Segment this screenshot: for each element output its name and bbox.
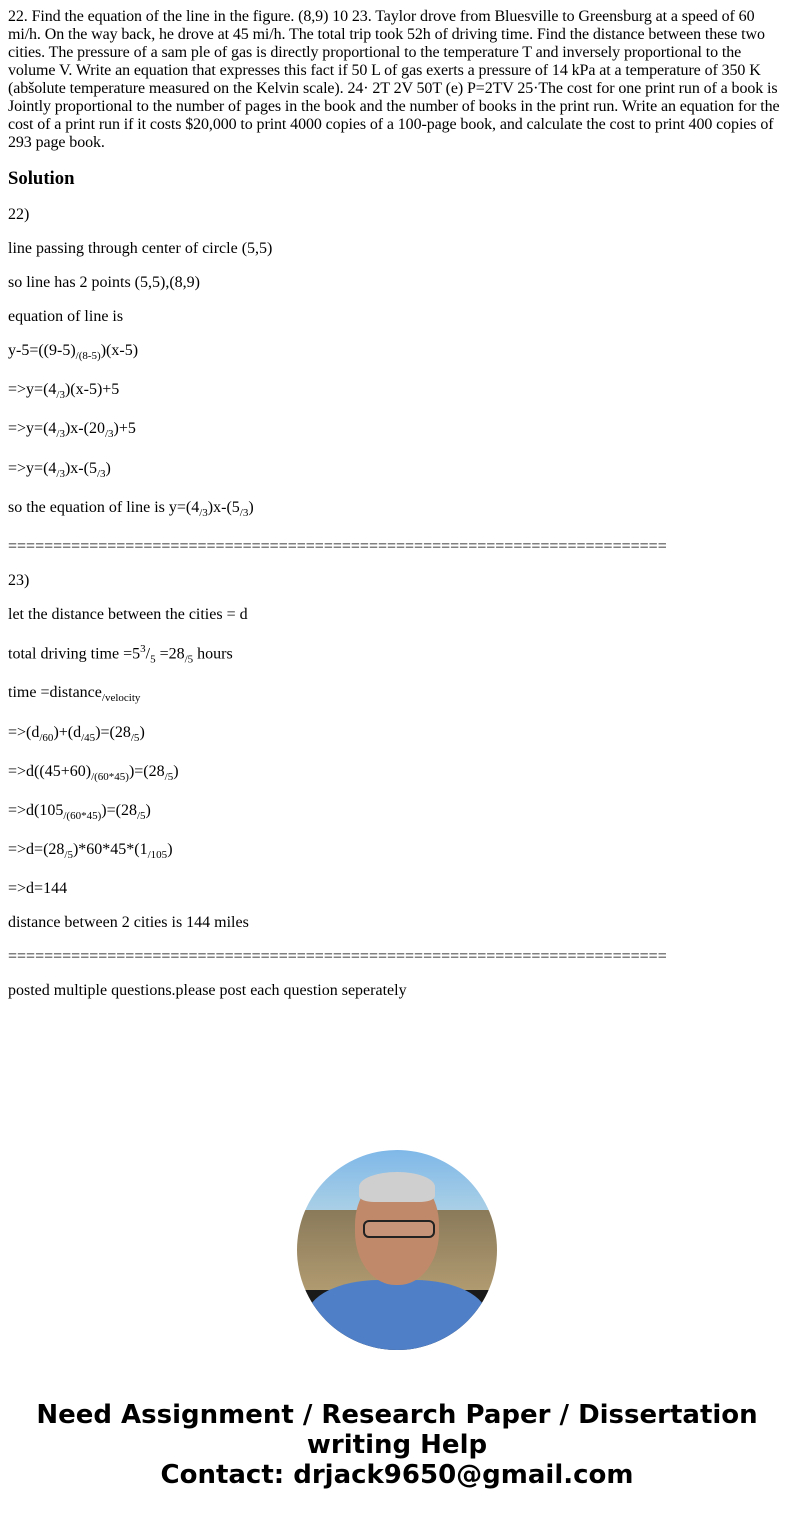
- question-text: 22. Find the equation of the line in the figure. (8,9) 10 23. Taylor drove from Bluesville to Greensburg at a speed of 60 mi/h. On the way back, he drove at 45 mi/h. The total trip took 52h of driving time. Find the distance between these two cities. The pressure of a sam ple of gas is directly proportional to the temperature T and inversely proportional to the volume V. Write an equation that expresses this fact if 50 L of gas exerts a pressure of 14 kPa at a temperature of 350 K (abšolute temperature measured on the Kelvin scale). 24· 2T 2V 50T (e) P=2TV 25·The cost for one print run of a book is Jointly proportional to the number of pages in the book and the number of books in the print run. Write an equation for the cost of a print run if it costs $20,000 to print 4000 copies of a 100-page book, and calculate the cost to print 400 copies of 293 page book.: [8, 8, 780, 151]
- solution-segment: /3: [199, 506, 208, 519]
- solution-line: [8, 274, 786, 292]
- solution-line: [8, 606, 786, 624]
- solution-segment: y-5=((9-5): [8, 342, 76, 359]
- solution-line: [8, 640, 786, 669]
- solution-segment: =28: [155, 645, 185, 663]
- solution-segment: )x-(20: [64, 420, 105, 438]
- avatar-container: [8, 1150, 786, 1350]
- solution-line: [8, 308, 786, 326]
- solution-body: [8, 206, 786, 1000]
- solution-line: [8, 420, 786, 443]
- solution-segment: /(8-5): [75, 350, 101, 363]
- solution-line: [8, 460, 786, 483]
- solution-segment: ): [105, 459, 111, 477]
- solution-segment: )*60*45*(1: [72, 841, 148, 859]
- solution-segment: =>d=144: [8, 880, 68, 898]
- solution-line: [8, 948, 786, 966]
- solution-segment: so line has 2 points (5,5),(8,9): [8, 274, 200, 291]
- solution-segment: 5: [150, 653, 156, 666]
- solution-line: [8, 982, 786, 1000]
- solution-segment: ): [139, 723, 145, 741]
- solution-segment: /: [145, 645, 151, 663]
- solution-segment: total driving time =5: [8, 645, 141, 663]
- solution-line: [8, 572, 786, 590]
- solution-segment: )x-(5: [207, 498, 240, 516]
- solution-segment: 3: [140, 642, 146, 655]
- solution-line: [8, 914, 786, 932]
- footer-help-text: Need Assignment / Research Paper / Dissertation writing Help: [36, 1400, 758, 1461]
- solution-segment: distance between 2 cities is 144 miles: [8, 914, 249, 932]
- solution-segment: /(60*45): [91, 771, 129, 784]
- solution-segment: ): [145, 802, 151, 820]
- solution-segment: =>d=(28: [8, 841, 65, 859]
- solution-segment: /5: [130, 731, 140, 744]
- solution-line: [8, 342, 786, 365]
- solution-segment: /3: [56, 467, 65, 480]
- solution-segment: =>y=(4: [8, 420, 57, 438]
- solution-segment: /3: [96, 467, 106, 480]
- solution-segment: let the distance between the cities = d: [8, 605, 248, 623]
- solution-segment: =========================================================================: [8, 948, 667, 966]
- solution-segment: /5: [136, 810, 146, 823]
- solution-heading: Solution: [8, 168, 75, 189]
- solution-segment: )x-(5: [64, 459, 97, 477]
- solution-segment: ): [248, 498, 254, 516]
- solution-line: [8, 841, 786, 864]
- solution-segment: )(x-5): [100, 342, 139, 359]
- solution-segment: 23): [8, 571, 30, 589]
- solution-segment: 22): [8, 206, 30, 223]
- solution-line: [8, 724, 786, 747]
- solution-line: [8, 763, 786, 786]
- solution-segment: /3: [104, 428, 114, 441]
- solution-segment: =>(d: [8, 723, 40, 741]
- solution-segment: hours: [193, 645, 233, 663]
- solution-segment: so the equation of line is y=(4: [8, 498, 200, 516]
- solution-segment: /5: [64, 849, 73, 862]
- solution-segment: /60: [39, 731, 54, 744]
- solution-line: [8, 499, 786, 522]
- solution-segment: /(60*45): [63, 810, 102, 823]
- solution-segment: line passing through center of circle (5,5): [8, 240, 273, 257]
- solution-line: [8, 684, 786, 707]
- solution-segment: /3: [239, 506, 249, 519]
- solution-segment: =========================================================================: [8, 537, 667, 555]
- solution-line: [8, 538, 786, 556]
- solution-line: [8, 206, 786, 224]
- solution-segment: /105: [147, 849, 168, 862]
- tutor-avatar: [297, 1150, 497, 1350]
- footer-ad: [8, 1400, 786, 1490]
- solution-segment: /velocity: [101, 692, 141, 705]
- solution-line: [8, 381, 786, 404]
- solution-segment: =>d(105: [8, 802, 64, 820]
- solution-line: [8, 880, 786, 898]
- solution-segment: )=(28: [101, 802, 137, 820]
- solution-segment: /3: [56, 428, 65, 441]
- solution-segment: )(x-5)+5: [64, 381, 120, 399]
- solution-segment: =>y=(4: [8, 459, 57, 477]
- solution-segment: =>d((45+60): [8, 762, 92, 780]
- solution-segment: )+(d: [53, 723, 82, 741]
- solution-segment: )=(28: [95, 723, 131, 741]
- solution-segment: ): [173, 762, 179, 780]
- solution-segment: )=(28: [128, 762, 165, 780]
- footer-contact: Contact: drjack9650@gmail.com: [160, 1460, 634, 1491]
- solution-segment: /5: [164, 771, 174, 784]
- solution-segment: posted multiple questions.please post each question seperately: [8, 982, 407, 1000]
- solution-segment: /3: [56, 389, 65, 402]
- solution-segment: ): [167, 841, 173, 859]
- solution-line: [8, 802, 786, 825]
- solution-line: [8, 240, 786, 258]
- solution-segment: time =distance: [8, 684, 102, 702]
- solution-segment: equation of line is: [8, 308, 124, 325]
- solution-segment: =>y=(4: [8, 381, 57, 399]
- solution-segment: /45: [81, 731, 96, 744]
- solution-segment: /5: [184, 653, 194, 666]
- solution-segment: )+5: [113, 420, 136, 438]
